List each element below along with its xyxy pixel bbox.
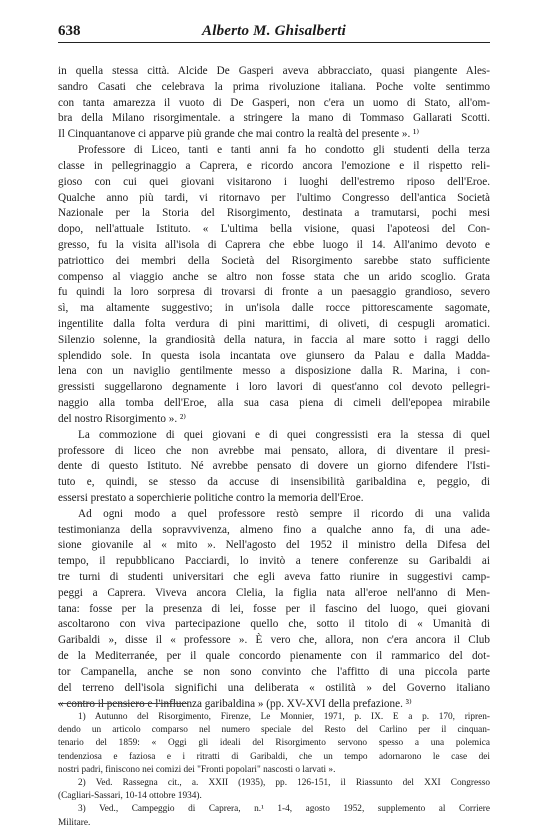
footnote-line: dendo un articolo comparso nel numero speciale del Resto del Carlino per il cinquan- — [58, 725, 490, 736]
body-text — [58, 64, 490, 712]
text-line: sandro Casati che celebrava la prima rivoluzione italiana. Poche volte sentimmo — [58, 80, 490, 93]
text-line: gresso, fu la visita all'isola di Caprera che ebbe luogo il 14. All'animo devoto e — [58, 238, 490, 251]
footnote-line: 1) Autunno del Risorgimento, Firenze, Le Monnier, 1971, p. IX. E a p. 170, ripren- — [78, 712, 490, 722]
text-line: professore di liceo che non avrebbe mai pensato, allora, di diventare il presi- — [58, 444, 490, 457]
footnotes — [58, 703, 490, 830]
text-line: La commozione di quei giovani e di quei congressisti era la stessa di quel — [78, 428, 490, 441]
text-line: ingentilite dalla folta verdura di pini marittimi, di oliveti, di cespugli aromatici. — [58, 318, 490, 330]
footnote-line: 2) Ved. Rassegna cit., a. XXII (1935), pp. 126-151, il Riassunto del XXI Congresso — [78, 777, 490, 788]
footnote-line: 3) Ved., Campeggio di Caprera, n.¹ 1-4, agosto 1952, supplemento al Corriere — [78, 804, 490, 815]
text-line: tor Campanella, anche se non sono convinto che l'affitto di una piccola parte — [58, 665, 490, 678]
text-line: del nostro Risorgimento ». ²⁾ — [58, 412, 187, 425]
footnote-line: tenario del 1859: « Oggi gli ideali del Risorgimento servono spesso a una polemica — [58, 738, 490, 749]
text-line: dente di questo Istituto. Né avrebbe pensato di dovere un giorno difendere l'Isti- — [58, 460, 490, 473]
text-line: tuto e, quindi, se stesso da accuse di insensibilità garibaldina e, peggio, di — [58, 476, 490, 489]
text-line: gioso con cui quei giovani visitarono i luoghi dell'estremo riposo dell'Eroe. — [58, 175, 490, 188]
page-number: 638 — [58, 23, 81, 39]
text-line: tempo, il repubblicano Pacciardi, lo invitò a tenere conferenze su Garibaldi ai — [58, 555, 490, 568]
footnote-line: nostri padri, finiscono nei comizi dei "Fronti popolari" nascosti o larvati ». — [58, 764, 336, 775]
text-line: splendido sole. In questa isola incantata ove giunsero da Palau e dalla Madda- — [58, 349, 490, 362]
text-line: Ad ogni modo a quel professore restò sempre il ricordo di una valida — [78, 507, 490, 520]
text-line: lena con un naviglio gentilmente messo a disposizione dalla R. Marina, i con- — [58, 365, 490, 378]
footnote-line: tendenziosa e faziosa e i ritratti di Garibaldi, che un tempo adornarono le case dei — [58, 751, 490, 762]
text-line: ascoltarono con viva partecipazione quello che, sotto il titolo di « Umanità di — [58, 618, 490, 631]
text-line: patriottico dei membri della Società del Risorgimento sarebbe stato sufficiente — [58, 254, 490, 267]
page-header — [58, 20, 490, 43]
text-line: Nazionale per la Storia del Risorgimento, destinata a tramutarsi, pochi mesi — [58, 207, 490, 220]
footnote-line: (Cagliari-Sassari, 10-14 ottobre 1934). — [58, 791, 202, 802]
text-line: sì, ma altamente suggestivo; in un'isola dalle rocce pittorescamente sagomate, — [58, 302, 490, 315]
text-line: gressisti suggellarono degnamente i loro lavori di quest'anno col devoto pellegri- — [58, 381, 490, 394]
text-line: Qualche anno più tardi, vi ritornavo per l'ultimo Congresso dell'antica Società — [58, 191, 490, 204]
running-head: Alberto M. Ghisalberti — [202, 23, 346, 39]
text-line: dopo, nell'attuale Istituto. « L'ultima bella visione, quasi l'apoteosi del Con- — [58, 223, 490, 236]
text-line: tre turni di studenti universitari che egli aveva fatto riunire in suggestivi camp- — [58, 571, 490, 583]
text-line: classe in pellegrinaggio a Caprera, e ricordo ancora l'emozione e il rispetto reli- — [58, 159, 490, 172]
text-line: peggi a Caprera. Viveva ancora Clelia, la figlia nata all'eroe nell'anno di Men- — [58, 586, 490, 599]
text-line: « contro il pensiero e l'influenza garibaldina » (pp. XV-XVI della prefazione. ³⁾ — [58, 697, 412, 710]
footnote-divider — [58, 703, 188, 704]
text-line: Silenzio solenne, la grandiosità della natura, in faccia al mare sotto i raggi dello — [58, 333, 490, 346]
text-line: compenso al viaggio anche se altro non fosse stata che un arido scoglio. Grata — [58, 270, 490, 283]
text-line: Professore di Liceo, tanti e tanti anni fa ho condotto gli studenti della terza — [78, 144, 490, 157]
text-line: de la Mediterranée, per il quale concordo pienamente con il rammarico del dot- — [58, 650, 490, 663]
footnote-line: Militare. — [58, 817, 91, 828]
text-line: naggio alla tomba dell'Eroe, alla sua casa piena di cimeli dell'epopea mirabile — [58, 397, 490, 410]
text-line: Garibaldi », disse il « professore ». È vero che, allora, non c'era ancora il Club — [58, 634, 490, 647]
text-line: fu quindi la loro sorpresa di trovarsi di fronte a un paesaggio grandioso, severo — [58, 286, 490, 299]
text-line: in quella stessa città. Alcide De Gasperi aveva abbracciato, quasi piangente Ales- — [58, 65, 490, 77]
text-line: sione giovanile al « mito ». Nell'agosto del 1952 il ministro della Difesa del — [58, 539, 490, 552]
text-line: bra della Milano risorgimentale. a stringere la mano di Tommaso Gallarati Scotti. — [58, 112, 490, 125]
text-line: testimonianza della sopravvivenza, almeno fino a qualche anno fa, di una ade- — [58, 523, 490, 536]
text-line: con tanta amarezza il vuoto di De Gasperi, non c'era un uomo di Stato, all'om- — [58, 96, 490, 109]
text-line: essersi prestato a soperchierie politiche contro la memoria dell'Eroe. — [58, 491, 364, 504]
text-line: tana: fosse per la presenza di lei, fosse per il fascino del luogo, quei giovani — [58, 602, 490, 615]
text-line: del terreno dell'isola significhi una deliberata « ostilità » del Governo italiano — [58, 681, 490, 694]
text-line: Il Cinquantanove ci apparve più grande che mai contro la realtà del presente ». ¹⁾ — [58, 128, 420, 141]
